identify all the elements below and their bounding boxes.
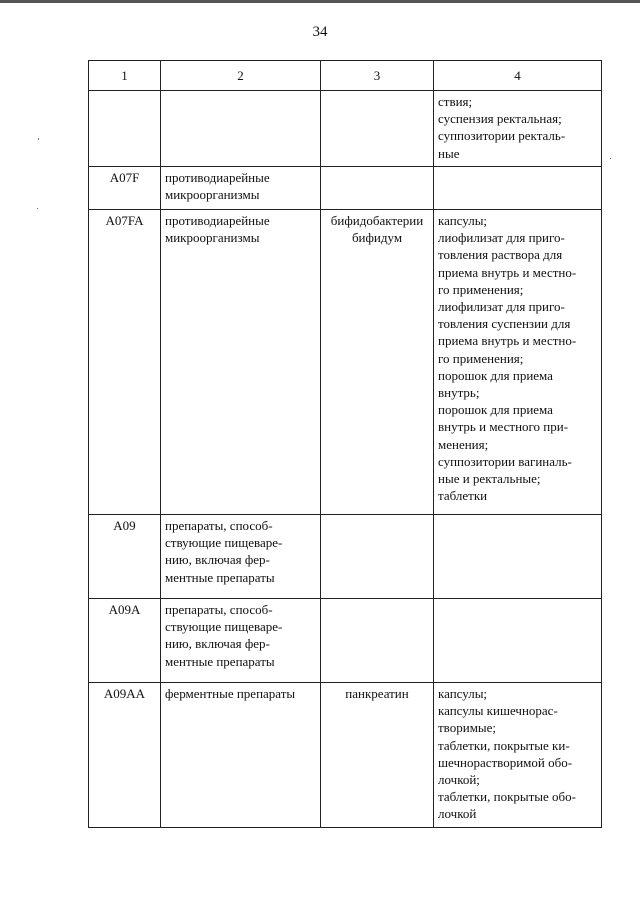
anatomical-group-cell — [161, 210, 321, 515]
text-line: внутрь; — [438, 385, 480, 401]
column-header: 2 — [161, 61, 321, 91]
text-line: таблетки, покрытые обо- — [438, 789, 576, 805]
atc-code-cell: A09A — [89, 599, 161, 683]
dosage-forms-cell — [434, 91, 602, 167]
text-line: лиофилизат для приго- — [438, 299, 565, 315]
text-line: ные и ректальные; — [438, 471, 541, 487]
text-line: нию, включая фер- — [165, 636, 270, 652]
nonproprietary-name-cell — [321, 167, 434, 210]
text-line: препараты, способ- — [165, 602, 273, 617]
text-line: приема внутрь и местно- — [438, 264, 577, 280]
column-header: 1 — [89, 61, 161, 91]
text-line: таблетки — [438, 488, 488, 504]
text-line: ферментные препараты — [165, 686, 296, 701]
text-line: приема внутрь и местно- — [438, 333, 577, 349]
text-line: противодиарейные — [165, 170, 270, 185]
text-line: капсулы кишечнорас- — [438, 703, 558, 719]
anatomical-group-cell — [161, 599, 321, 683]
text-line: ные — [438, 145, 460, 161]
text-line: товления суспензии для — [438, 316, 571, 332]
page-number: 34 — [312, 24, 328, 40]
text-line: микроорганизмы — [165, 187, 260, 203]
text-line: препараты, способ- — [165, 518, 273, 533]
text-line: ствующие пищеваре- — [165, 535, 283, 551]
text-line: порошок для приема — [438, 402, 553, 418]
text-line: лочкой — [438, 806, 477, 822]
text-line: противодиарейные — [165, 213, 270, 228]
dosage-forms-cell — [434, 167, 602, 210]
table-row — [89, 91, 602, 167]
anatomical-group-cell — [161, 515, 321, 599]
text-line: го применения; — [438, 350, 524, 366]
table-row — [89, 167, 602, 210]
text-line: шечнорастворимой обо- — [438, 754, 573, 770]
text-line: го применения; — [438, 281, 524, 297]
scan-speck — [38, 138, 39, 140]
table-row — [89, 210, 602, 515]
text-line: лиофилизат для приго- — [438, 230, 565, 246]
scan-speck — [37, 208, 38, 209]
text-line: микроорганизмы — [165, 230, 260, 246]
text-line: творимые; — [438, 720, 497, 736]
atc-code-cell: A07FA — [89, 210, 161, 515]
text-line: ментные препараты — [165, 653, 275, 669]
column-header: 4 — [434, 61, 602, 91]
drug-classification-table — [88, 60, 602, 828]
text-line: суппозитории ректаль- — [438, 128, 566, 144]
anatomical-group-cell — [161, 91, 321, 167]
atc-code-cell — [89, 91, 161, 167]
nonproprietary-name-cell — [321, 210, 434, 515]
text-line: ствующие пищеваре- — [165, 619, 283, 635]
text-line: нию, включая фер- — [165, 552, 270, 568]
atc-code-cell: A09AA — [89, 683, 161, 828]
text-line: ствия; — [438, 94, 473, 109]
nonproprietary-name-cell — [321, 91, 434, 167]
scan-speck — [610, 158, 611, 159]
table-body — [89, 91, 602, 828]
text-line: менения; — [438, 436, 489, 452]
dosage-forms-cell — [434, 599, 602, 683]
table-row — [89, 515, 602, 599]
nonproprietary-name-cell — [321, 683, 434, 828]
text-line: капсулы; — [438, 686, 488, 701]
text-line: бифидум — [351, 230, 403, 246]
text-line: ментные препараты — [165, 569, 275, 585]
column-header: 3 — [321, 61, 434, 91]
dosage-forms-cell — [434, 210, 602, 515]
nonproprietary-name-cell — [321, 515, 434, 599]
anatomical-group-cell — [161, 167, 321, 210]
text-line: порошок для приема — [438, 367, 553, 383]
table-row — [89, 683, 602, 828]
text-line: лочкой; — [438, 772, 480, 788]
nonproprietary-name-cell — [321, 599, 434, 683]
text-line: таблетки, покрытые ки- — [438, 737, 570, 753]
dosage-forms-cell — [434, 515, 602, 599]
anatomical-group-cell — [161, 683, 321, 828]
table-header-row — [89, 61, 602, 91]
text-line: внутрь и местного при- — [438, 419, 569, 435]
atc-code-cell: A09 — [89, 515, 161, 599]
text-line: суппозитории вагиналь- — [438, 453, 572, 469]
text-line: товления раствора для — [438, 247, 563, 263]
table-row — [89, 599, 602, 683]
text-line: панкреатин — [345, 686, 409, 701]
dosage-forms-cell — [434, 683, 602, 828]
text-line: бифидобактерии — [330, 213, 424, 228]
text-line: суспензия ректальная; — [438, 111, 562, 127]
atc-code-cell: A07F — [89, 167, 161, 210]
text-line: капсулы; — [438, 213, 488, 228]
scan-top-edge — [0, 0, 640, 3]
